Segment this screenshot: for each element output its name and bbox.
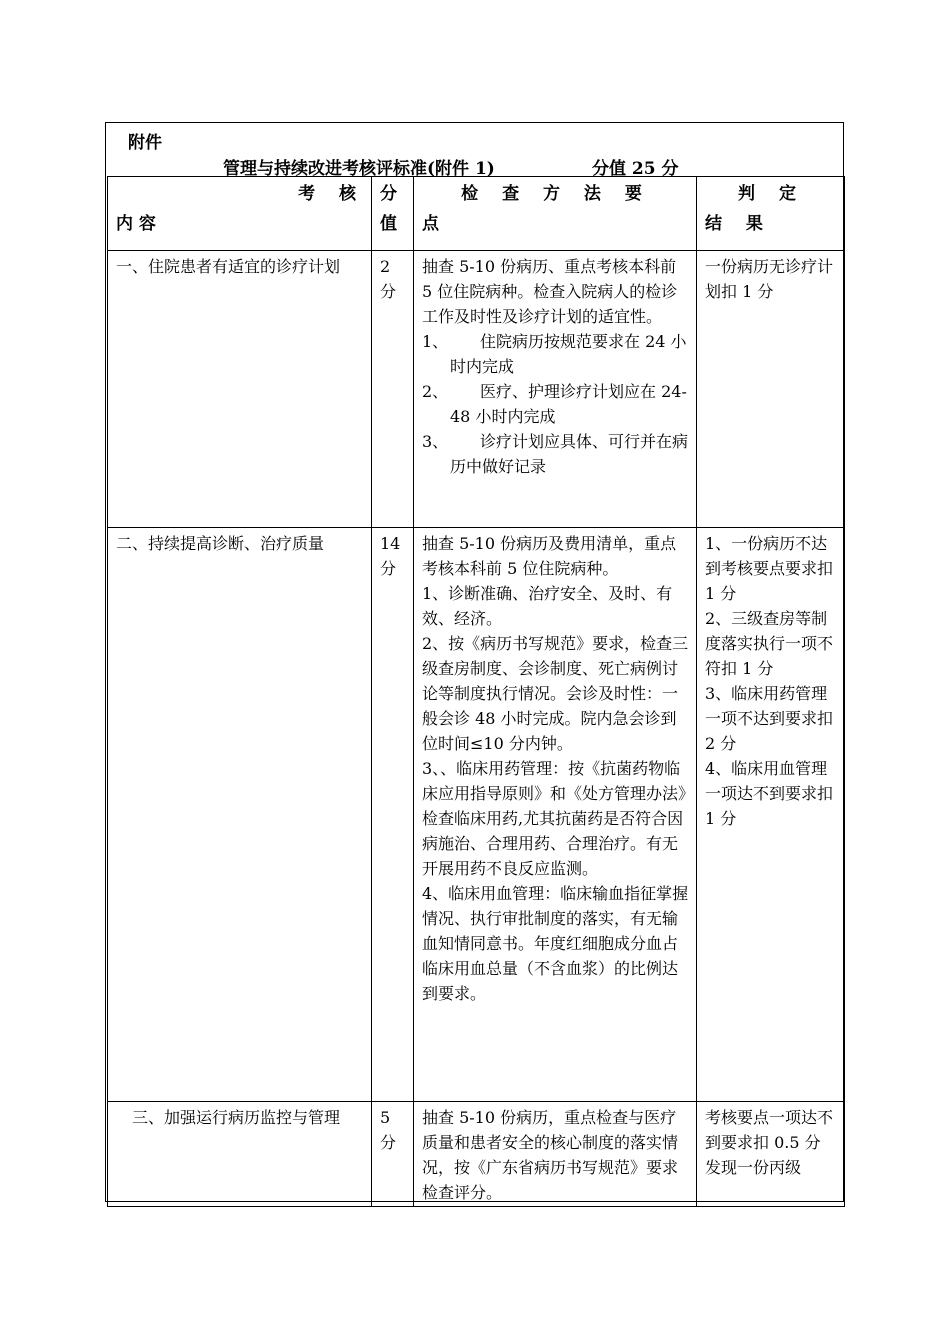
header-result: [697, 177, 845, 251]
attachment-label: 附件: [128, 133, 162, 153]
row1-content: 一、住院患者有适宜的诊疗计划: [116, 257, 341, 276]
list-item: 1、 住院病历按规范要求在 24 小时内完成: [422, 332, 687, 376]
header-method-line2: 点: [422, 214, 439, 234]
list-item: 2、 医疗、护理诊疗计划应在 24-48 小时内完成: [422, 382, 687, 426]
header-score-line2: 值: [380, 214, 397, 234]
row2-method: [414, 528, 696, 1006]
row3-method: 抽查 5-10 份病历，重点检查与医疗质量和患者安全的核心制度的落实情况，按《广东省病历书写规范》要求检查评分。: [422, 1108, 679, 1202]
assessment-table: [107, 124, 845, 1207]
result-paragraph: 4、临床用血管理一项达不到要求扣 1 分: [705, 759, 834, 828]
method-paragraph: 3、、临床用药管理：按《抗菌药物临床应用指导原则》和《处方管理办法》检查临床用药,尤其抗菌药是否符合因病施治、合理用药、合理治疗。有无开展用药不良反应监测。: [422, 759, 687, 878]
row3-result: [697, 1102, 844, 1180]
header-score-line1: 分: [380, 184, 397, 204]
row1-method-intro: 抽查 5-10 份病历、重点考核本科前 5 位住院病种。检查入院病人的检诊工作及时性及诊疗计划的适宜性。: [422, 257, 678, 326]
row2-score: 14 分: [380, 534, 401, 578]
method-paragraph: 1、诊断准确、治疗安全、及时、有效、经济。: [422, 584, 673, 628]
row2-result: [697, 528, 844, 831]
header-content-line2: 内 容: [116, 214, 156, 234]
row3-score: 5 分: [380, 1108, 397, 1152]
result-paragraph: 考核要点一项达不到要求扣 0.5 分: [705, 1108, 834, 1152]
header-content: [108, 177, 372, 251]
method-paragraph: 2、按《病历书写规范》要求，检查三级查房制度、会诊制度、死亡病例讨论等制度执行情况。会诊及时性：一般会诊 48 小时完成。院内急会诊到位时间≤10 分内钟。: [422, 634, 689, 753]
result-paragraph: 1、一份病历不达到考核要点要求扣 1 分: [705, 534, 834, 603]
row2-content: 二、持续提高诊断、治疗质量: [116, 534, 325, 553]
row1-score: 2 分: [380, 257, 397, 301]
table-row: [108, 1102, 845, 1207]
result-paragraph: 发现一份丙级: [705, 1158, 802, 1177]
table-title-row: [108, 124, 845, 177]
header-method: [414, 177, 697, 251]
header-result-line1: 判 定: [738, 184, 805, 204]
total-score: 分值 25 分: [592, 159, 679, 179]
row1-method: [414, 251, 696, 479]
row1-result: 一份病历无诊疗计划扣 1 分: [705, 257, 834, 301]
table-row: [108, 251, 845, 528]
document-title: 管理与持续改进考核评标准(附件 1): [223, 159, 495, 179]
method-paragraph: 抽查 5-10 份病历及费用清单，重点考核本科前 5 位住院病种。: [422, 534, 677, 578]
row3-content: 三、加强运行病历监控与管理: [132, 1108, 341, 1127]
result-paragraph: 2、三级查房等制度落实执行一项不符扣 1 分: [705, 609, 834, 678]
table-row: [108, 528, 845, 1102]
list-item: 3、 诊疗计划应具体、可行并在病历中做好记录: [422, 432, 689, 476]
method-paragraph: 4、临床用血管理：临床输血指征掌握情况、执行审批制度的落实，有无输血知情同意书。年度红细胞成分血占临床用血总量（不含血浆）的比例达到要求。: [422, 884, 689, 1003]
table-header-row: [108, 177, 845, 251]
result-paragraph: 3、临床用药管理一项不达到要求扣 2 分: [705, 684, 834, 753]
header-content-line1: 考 核: [298, 184, 365, 204]
header-method-line1: 检 查 方 法 要: [461, 184, 651, 204]
header-result-line2: 结 果: [705, 214, 772, 234]
header-score: [372, 177, 414, 251]
